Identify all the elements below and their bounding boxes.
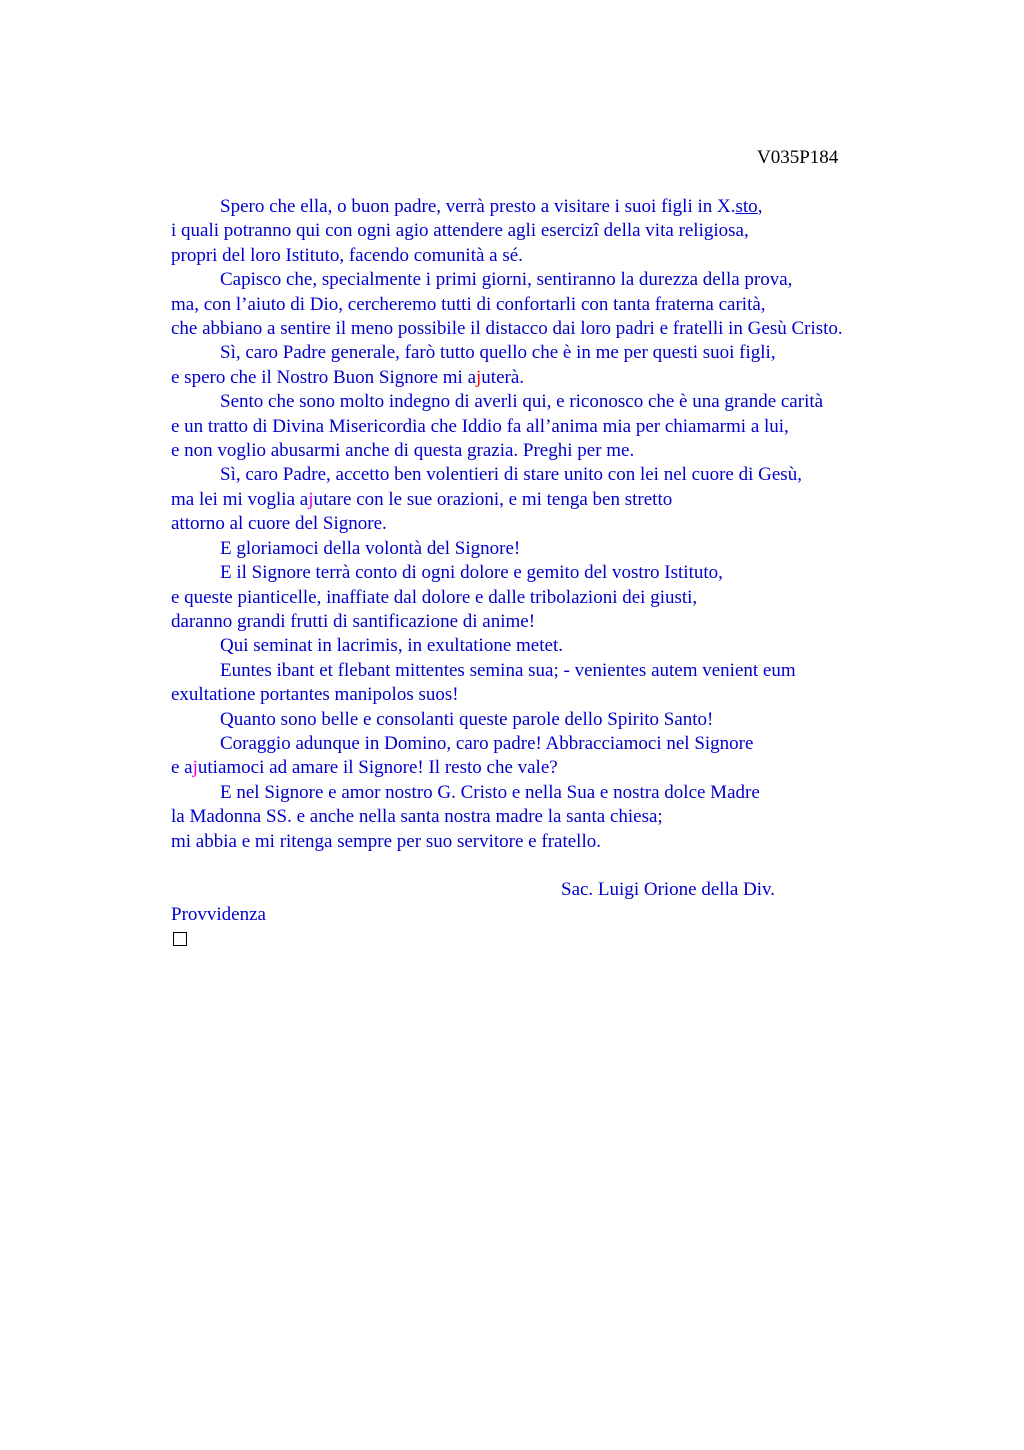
blank-line bbox=[171, 854, 931, 878]
text-line: Euntes ibant et flebant mittentes semina sua; - venientes autem venient eum bbox=[220, 659, 796, 681]
highlighted-letter: j bbox=[476, 366, 482, 388]
text-line: Sento che sono molto indegno di averli qui, e riconosco che è una grande carità bbox=[220, 391, 824, 413]
text-line: e queste pianticelle, inaffiate dal dolore e dalle tribolazioni dei giusti, bbox=[171, 586, 698, 608]
empty-box-icon bbox=[173, 932, 187, 946]
signature-line: Sac. Luigi Orione della Div. bbox=[561, 879, 776, 901]
text-line: ma, con l’aiuto di Dio, cercheremo tutti di confortarli con tanta fraterna carità, bbox=[171, 293, 766, 315]
text-line: e spero che il Nostro Buon Signore mi ajuterà. bbox=[171, 366, 525, 388]
text-line: attorno al cuore del Signore. bbox=[171, 513, 387, 535]
text-line: Quanto sono belle e consolanti queste parole dello Spirito Santo! bbox=[220, 708, 714, 730]
text-line: i quali potranno qui con ogni agio attendere agli esercizî della vita religiosa, bbox=[171, 220, 749, 242]
text-line: mi abbia e mi ritenga sempre per suo servitore e fratello. bbox=[171, 830, 601, 852]
text-line: Coraggio adunque in Domino, caro padre! Abbracciamoci nel Signore bbox=[220, 732, 754, 754]
page-reference: V035P184 bbox=[757, 147, 839, 168]
text-line: Sì, caro Padre generale, farò tutto quello che è in me per questi suoi figli, bbox=[220, 342, 776, 364]
text-line: e ajutiamoci ad amare il Signore! Il resto che vale? bbox=[171, 757, 558, 779]
text-line: e non voglio abusarmi anche di questa grazia. Preghi per me. bbox=[171, 440, 635, 462]
text-line: che abbiano a sentire il meno possibile il distacco dai loro padri e fratelli in Gesù Cristo. bbox=[171, 318, 843, 340]
text-line: Qui seminat in lacrimis, in exultatione metet. bbox=[220, 635, 563, 657]
text-line: ma lei mi voglia ajutare con le sue orazioni, e mi tenga ben stretto bbox=[171, 488, 673, 510]
text-line: E il Signore terrà conto di ogni dolore e gemito del vostro Istituto, bbox=[220, 562, 723, 584]
text-line: E nel Signore e amor nostro G. Cristo e nella Sua e nostra dolce Madre bbox=[220, 781, 760, 803]
text-line: Sì, caro Padre, accetto ben volentieri di stare unito con lei nel cuore di Gesù, bbox=[220, 464, 802, 486]
text-line: E gloriamoci della volontà del Signore! bbox=[220, 537, 521, 559]
text-line: daranno grandi frutti di santificazione di anime! bbox=[171, 610, 536, 632]
signature-line-continued: Provvidenza bbox=[171, 903, 266, 925]
text-line: e un tratto di Divina Misericordia che Iddio fa all’anima mia per chiamarmi a lui, bbox=[171, 415, 789, 437]
text-line: la Madonna SS. e anche nella santa nostra madre la santa chiesa; bbox=[171, 806, 663, 828]
letter-body bbox=[171, 195, 931, 946]
text-line: propri del loro Istituto, facendo comunità a sé. bbox=[171, 244, 523, 266]
highlighted-letter: j bbox=[308, 488, 314, 510]
highlighted-letter: j bbox=[192, 757, 198, 779]
text-line: Capisco che, specialmente i primi giorni, sentiranno la durezza della prova, bbox=[220, 269, 793, 291]
text-line: exultatione portantes manipolos suos! bbox=[171, 684, 459, 706]
text-line: Spero che ella, o buon padre, verrà presto a visitare i suoi figli in X.sto, bbox=[220, 196, 763, 217]
